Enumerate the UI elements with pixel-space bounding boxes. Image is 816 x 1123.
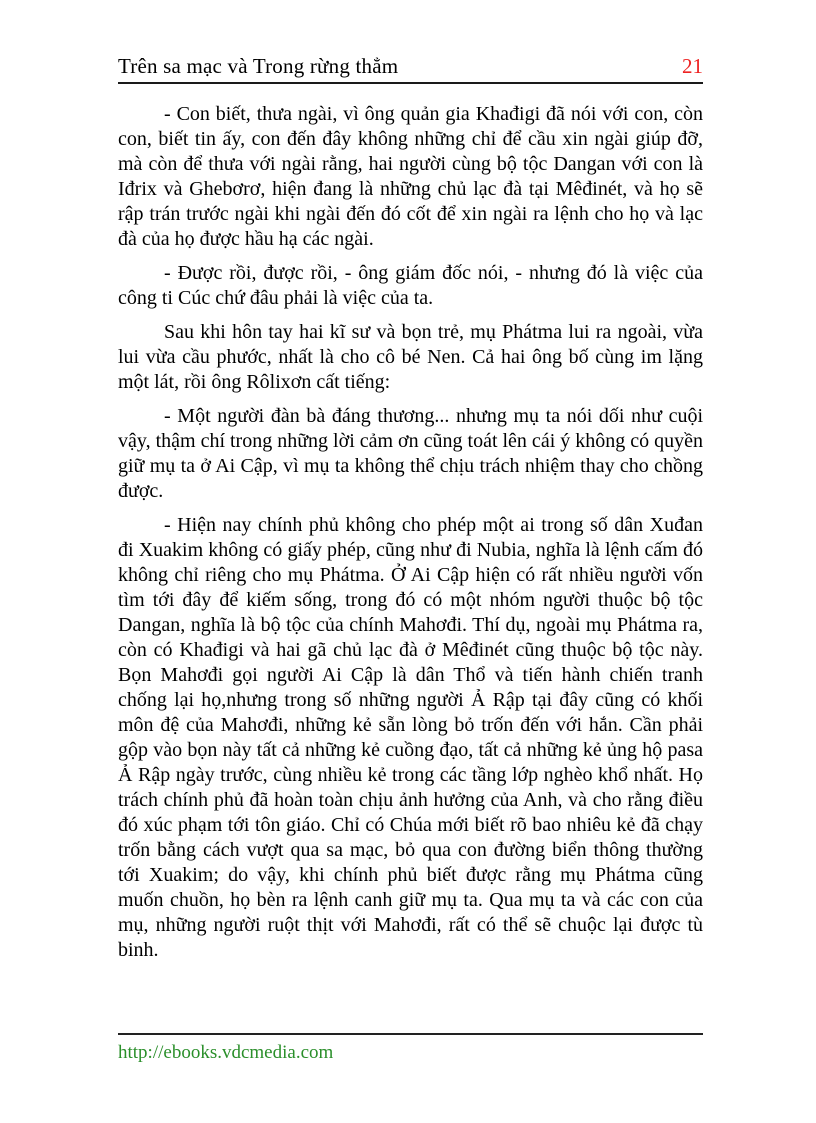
paragraph: Sau khi hôn tay hai kĩ sư và bọn trẻ, mụ Phátma lui ra ngoài, vừa lui vừa cầu phước, nhất là cho cô bé Nen. Cả hai ông bố cùng im lặng một lát, rồi ông Rôlixơn cất tiếng: bbox=[118, 321, 703, 393]
page-number: 21 bbox=[682, 54, 703, 78]
page-body bbox=[118, 102, 703, 972]
paragraph: - Con biết, thưa ngài, vì ông quản gia Khađigi đã nói với con, còn con, biết tin ấy, con đến đây không những chỉ để cầu xin ngài giúp đỡ, mà còn để thưa với ngài rằng, hai người cùng bộ tộc Dangan với con là Iđrix và Ghebơrơ, hiện đang là những chủ lạc đà tại Mêđinét, và họ sẽ rập trán trước ngài khi ngài đến đó cốt để xin ngài ra lệnh cho họ và lạc đà của họ được hầu hạ các ngài. bbox=[118, 103, 703, 250]
paragraph: - Một người đàn bà đáng thương... nhưng mụ ta nói dối như cuội vậy, thậm chí trong những lời cảm ơn cũng toát lên cái ý không có quyền giữ mụ ta ở Ai Cập, vì mụ ta không thể chịu trách nhiệm thay cho chồng được. bbox=[118, 405, 703, 502]
page-footer bbox=[118, 1033, 703, 1064]
paragraph: - Được rồi, được rồi, - ông giám đốc nói, - nhưng đó là việc của công ti Cúc chứ đâu phải là việc của ta. bbox=[118, 262, 703, 309]
page-header bbox=[118, 54, 703, 84]
running-title: Trên sa mạc và Trong rừng thẳm bbox=[118, 54, 399, 78]
paragraph: - Hiện nay chính phủ không cho phép một ai trong số dân Xuđan đi Xuakim không có giấy phép, cũng như đi Nubia, nghĩa là lệnh cấm đó không chỉ riêng cho mụ Phátma. Ở Ai Cập hiện có rất nhiều người vốn tìm tới đây để kiếm sống, trong đó có một nhóm người thuộc bộ tộc Dangan, nghĩa là bộ tộc của chính Mahơđi. Thí dụ, ngoài mụ Phátma ra, còn có Khađigi và hai gã chủ lạc đà ở Mêđinét cũng thuộc bộ tộc này. Bọn Mahơđi gọi người Ai Cập là dân Thổ và tiến hành chiến tranh chống lại họ,nhưng trong số những người Ả Rập tại đây cũng có khối môn đệ của Mahơđi, những kẻ sẵn lòng bỏ trốn đến với hắn. Cần phải gộp vào bọn này tất cả những kẻ cuồng đạo, tất cả những kẻ ủng hộ pasa Ả Rập ngày trước, cùng nhiều kẻ trong các tầng lớp nghèo khổ nhất. Họ trách chính phủ đã hoàn toàn chịu ảnh hưởng của Anh, và cho rằng điều đó xúc phạm tới tôn giáo. Chỉ có Chúa mới biết rõ bao nhiêu kẻ đã chạy trốn bằng cách vượt qua sa mạc, bỏ qua con đường biển thông thường tới Xuakim; do vậy, khi chính phủ biết được rằng mụ Phátma cũng muốn chuồn, họ bèn ra lệnh canh giữ mụ ta. Qua mụ ta và các con của mụ, những người ruột thịt với Mahơđi, rất có thể sẽ chuộc lại được tù binh. bbox=[118, 514, 703, 961]
footer-link[interactable]: http://ebooks.vdcmedia.com bbox=[118, 1042, 334, 1063]
